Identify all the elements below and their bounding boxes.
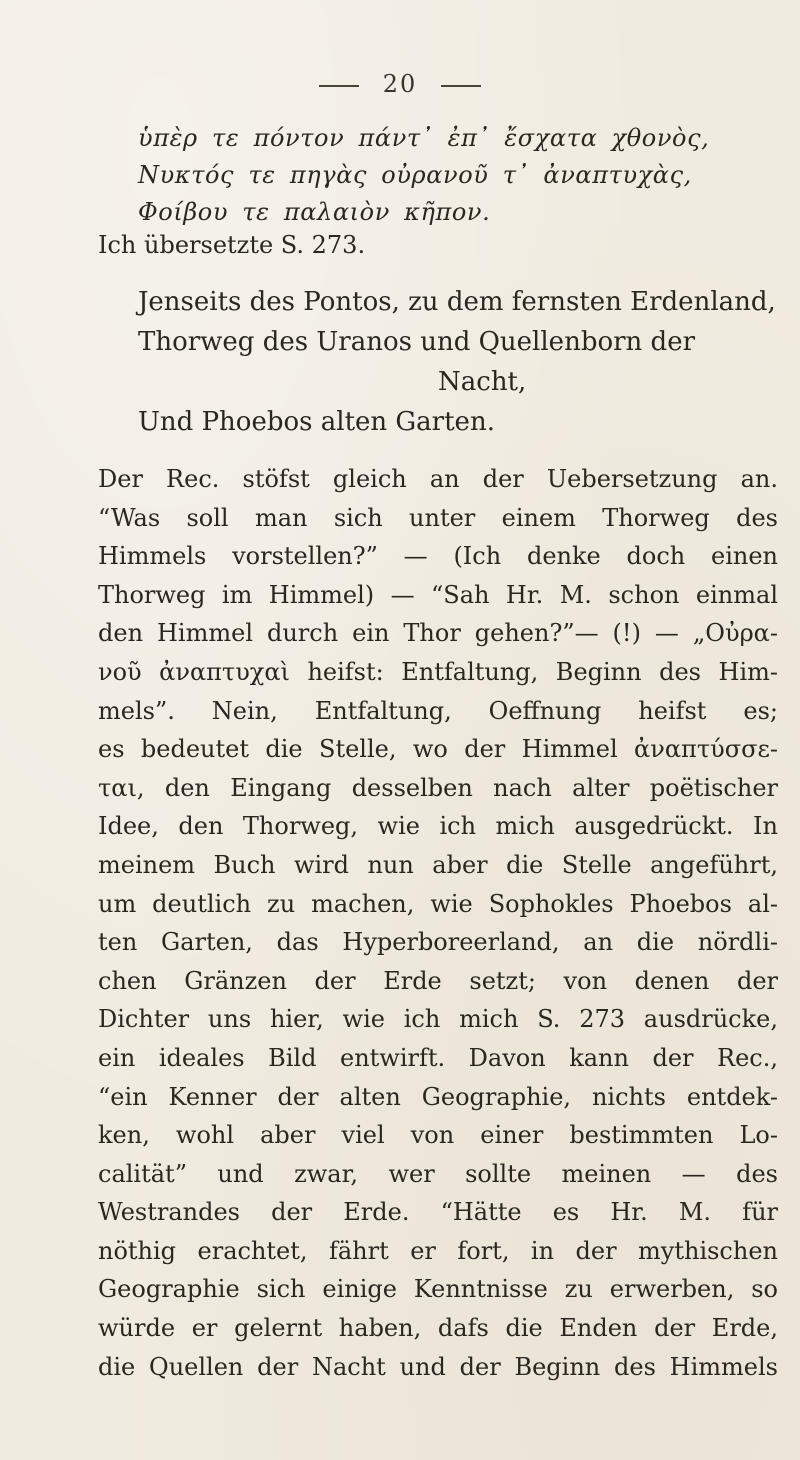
verse-line: Thorweg des Uranos und Quellenborn der (138, 327, 696, 357)
text-line: Thorweg im Himmel) — “Sah Hr. M. schon einmal (98, 580, 778, 609)
greek-quotation (138, 120, 778, 231)
text-line: “ein Kenner der alten Geographie, nichts entdek- (98, 1082, 778, 1111)
verse-line: Und Phoebos alten Garten. (138, 407, 495, 437)
text-line: Der Rec. stöfst gleich an der Uebersetzung an. (98, 465, 778, 493)
text-line: meinem Buch wird nun aber die Stelle angeführt, (98, 850, 778, 879)
page-header (0, 70, 800, 98)
text-line: mels”. Nein, Entfaltung, Oeffnung heifst es; (98, 696, 778, 725)
text-line: nöthig erachtet, fährt er fort, in der mythischen (98, 1236, 778, 1265)
body-paragraph (98, 460, 778, 1386)
text-line: ten Garten, das Hyperboreerland, an die nördli- (98, 928, 778, 957)
text-line: die Quellen der Nacht und der Beginn des Himmels (98, 1352, 778, 1381)
text-line: Geographie sich einige Kenntnisse zu erwerben, so (98, 1275, 778, 1304)
greek-line: Νυκτός τε πηγὰς οὐρανοῦ τ᾽ ἀναπτυχὰς, (138, 161, 692, 189)
text-line: νοῦ ἀναπτυχαὶ heifst: Entfaltung, Beginn des Him- (98, 657, 778, 686)
header-dash-right (441, 85, 481, 87)
text-line: chen Gränzen der Erde setzt; von denen der (98, 966, 778, 995)
text-line: Dichter uns hier, wie ich mich S. 273 ausdrücke, (98, 1005, 778, 1034)
text-line: um deutlich zu machen, wie Sophokles Phoebos al- (98, 889, 778, 918)
text-line: ein ideales Bild entwirft. Davon kann der Rec., (98, 1043, 778, 1072)
verse-line: Jenseits des Pontos, zu dem fernsten Erdenland, (138, 287, 776, 317)
translated-verse (138, 282, 778, 442)
text-line: Himmels vorstellen?” — (Ich denke doch einen (98, 542, 778, 571)
text-line: ken, wohl aber viel von einer bestimmten Lo- (98, 1121, 778, 1150)
text-line: ται, den Eingang desselben nach alter poëtischer (98, 773, 778, 802)
text-line: calität” und zwar, wer sollte meinen — des (98, 1159, 778, 1188)
text-line: “Was soll man sich unter einem Thorweg des (98, 503, 778, 532)
greek-line: Φοίβου τε παλαιὸν κῆπον. (138, 198, 491, 226)
greek-line: ὑπὲρ τε πόντον πάντ᾽ ἐπ᾽ ἔσχατα χθονὸς, (138, 124, 710, 152)
header-dash-left (319, 85, 359, 87)
text-line: Westrandes der Erde. “Hätte es Hr. M. für (98, 1198, 778, 1227)
translation-note: Ich übersetzte S. 273. (98, 231, 366, 259)
text-line: es bedeutet die Stelle, wo der Himmel ἀναπτύσσε- (98, 735, 778, 764)
text-line: den Himmel durch ein Thor gehen?”— (!) — „Οὐρα- (98, 619, 778, 648)
text-line: Idee, den Thorweg, wie ich mich ausgedrückt. In (98, 812, 778, 841)
text-line: würde er gelernt haben, dafs die Enden der Erde, (98, 1314, 778, 1343)
verse-line: Nacht, (438, 367, 527, 397)
page-number: 20 (382, 70, 418, 98)
